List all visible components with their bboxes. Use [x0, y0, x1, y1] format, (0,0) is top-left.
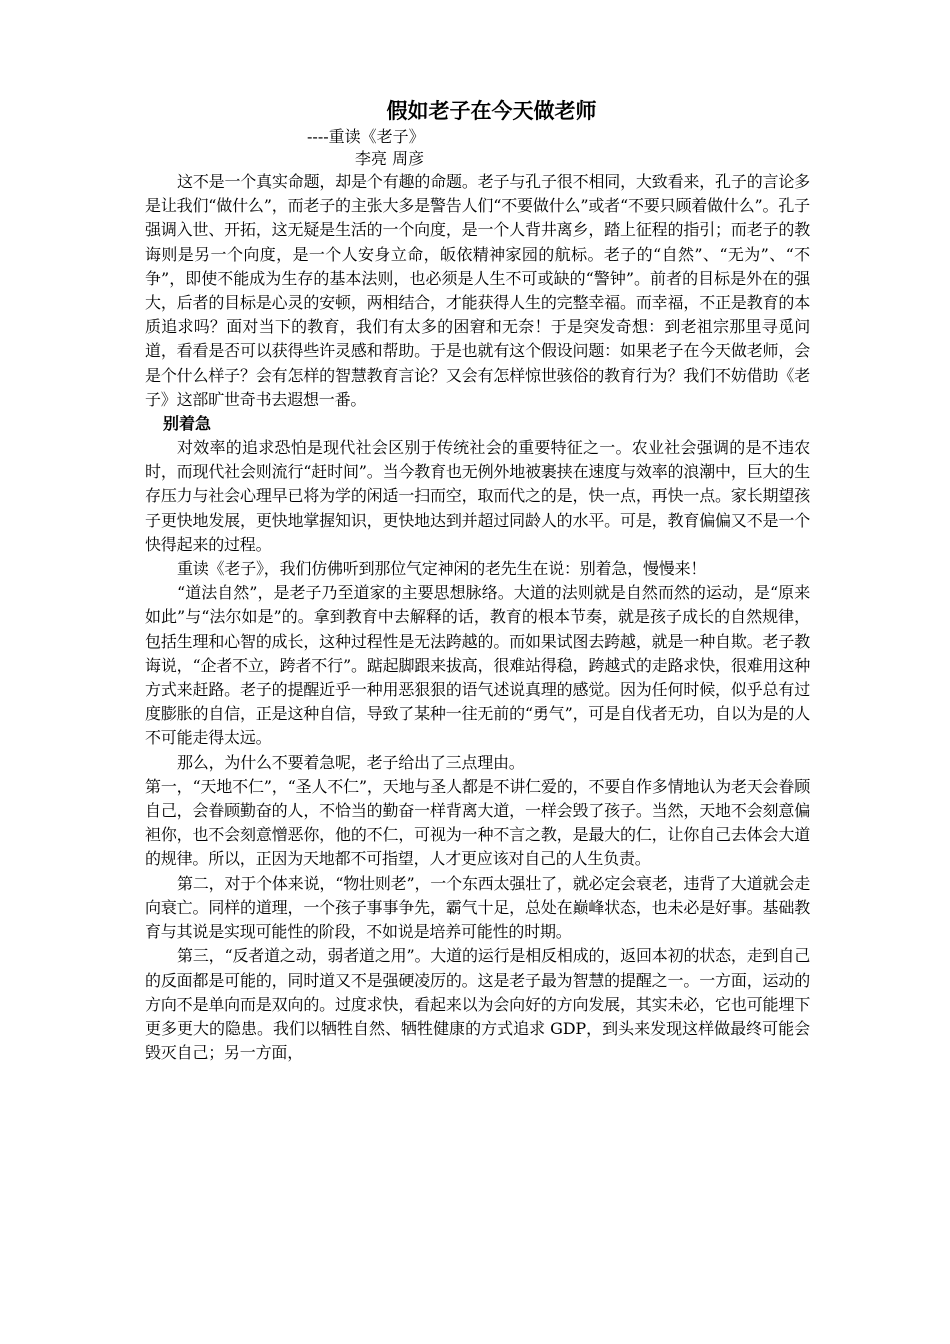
body-paragraph: 第一，“天地不仁”，“圣人不仁”，天地与圣人都是不讲仁爱的，不要自作多情地认为老天会眷顾自己，会眷顾勤奋的人，不恰当的勤奋一样背离大道，一样会毁了孩子。当然，天地不会刻意偏袒你，也不会刻意憎恶你，他的不仁，可视为一种不言之教，是最大的仁，让你自己去体会大道的规律。所以，正因为天地都不可指望，人才更应该对自己的人生负责。: [145, 776, 810, 869]
body-paragraph: 对效率的追求恐怕是现代社会区别于传统社会的重要特征之一。农业社会强调的是不违农时，而现代社会则流行“赶时间”。当今教育也无例外地被裹挟在速度与效率的浪潮中，巨大的生存压力与社会心理早已将为学的闲适一扫而空，取而代之的是，快一点，再快一点。家长期望孩子更快地发展，更快地掌握知识，更快地达到并超过同龄人的水平。可是，教育偏偏又不是一个快得起来的过程。: [145, 438, 810, 554]
document-authors: 李亮 周彦: [355, 149, 425, 168]
document-page: [145, 96, 810, 1065]
document-subtitle: ----重读《老子》: [307, 127, 425, 146]
document-title: 假如老子在今天做老师: [386, 99, 597, 123]
body-paragraph: 第三，“反者道之动，弱者道之用”。大道的运行是相反相成的，返回本初的状态，走到自己的反面都是可能的，同时道又不是强硬凌厉的。这是老子最为智慧的提醒之一。一方面，运动的方向不是单向而是双向的。过度求快，看起来以为会向好的方向发展，其实未必，它也可能埋下更多更大的隐患。我们以牺牲自然、牺牲健康的方式追求 GDP，到头来发现这样做最终可能会毁灭自己；另一方面，: [145, 946, 810, 1063]
body-paragraph: 那么，为什么不要着急呢，老子给出了三点理由。: [177, 752, 525, 772]
intro-paragraph: 这不是一个真实命题，却是个有趣的命题。老子与孔子很不相同，大致看来，孔子的言论多是让我们“做什么”，而老子的主张大多是警告人们“不要做什么”或者“不要只顾着做什么”。孔子强调入世、开拓，这无疑是生活的一个向度，是一个人背井离乡，踏上征程的指引；而老子的教诲则是另一个向度，是一个人安身立命，皈依精神家园的航标。老子的“自然”、“无为”、“不争”，即使不能成为生存的基本法则，也必须是人生不可或缺的“警钟”。前者的目标是外在的强大，后者的目标是心灵的安顿，两相结合，才能获得人生的完整幸福。而幸福，不正是教育的本质追求吗？面对当下的教育，我们有太多的困窘和无奈！于是突发奇想：到老祖宗那里寻觅问道，看看是否可以获得些许灵感和帮助。于是也就有这个假设问题：如果老子在今天做老师，会是个什么样子？会有怎样的智慧教育言论？又会有怎样惊世骇俗的教育行为？我们不妨借助《老子》这部旷世奇书去遐想一番。: [145, 172, 810, 409]
body-paragraph: 重读《老子》，我们仿佛听到那位气定神闲的老先生在说：别着急，慢慢来！: [177, 559, 707, 579]
body-paragraph: 第二，对于个体来说，“物壮则老”，一个东西太强壮了，就必定会衰老，违背了大道就会走向衰亡。同样的道理，一个孩子事事争先，霸气十足，总处在巅峰状态，也未必是好事。基础教育与其说是实现可能性的阶段，不如说是培养可能性的时期。: [145, 873, 810, 942]
body-paragraph: “道法自然”，是老子乃至道家的主要思想脉络。大道的法则就是自然而然的运动，是“原来如此”与“法尔如是”的。拿到教育中去解释的话，教育的根本节奏，就是孩子成长的自然规律，包括生理和心智的成长，这种过程性是无法跨越的。而如果试图去跨越，就是一种自欺。老子教诲说，“企者不立，跨者不行”。踮起脚跟来拔高，很难站得稳，跨越式的走路求快，很难用这种方式来赶路。老子的提醒近乎一种用恶狠狠的语气述说真理的感觉。因为任何时候，似乎总有过度膨胀的自信，正是这种自信，导致了某种一往无前的“勇气”，可是自伐者无功，自以为是的人不可能走得太远。: [145, 583, 810, 748]
section-heading: 别着急: [163, 414, 212, 434]
